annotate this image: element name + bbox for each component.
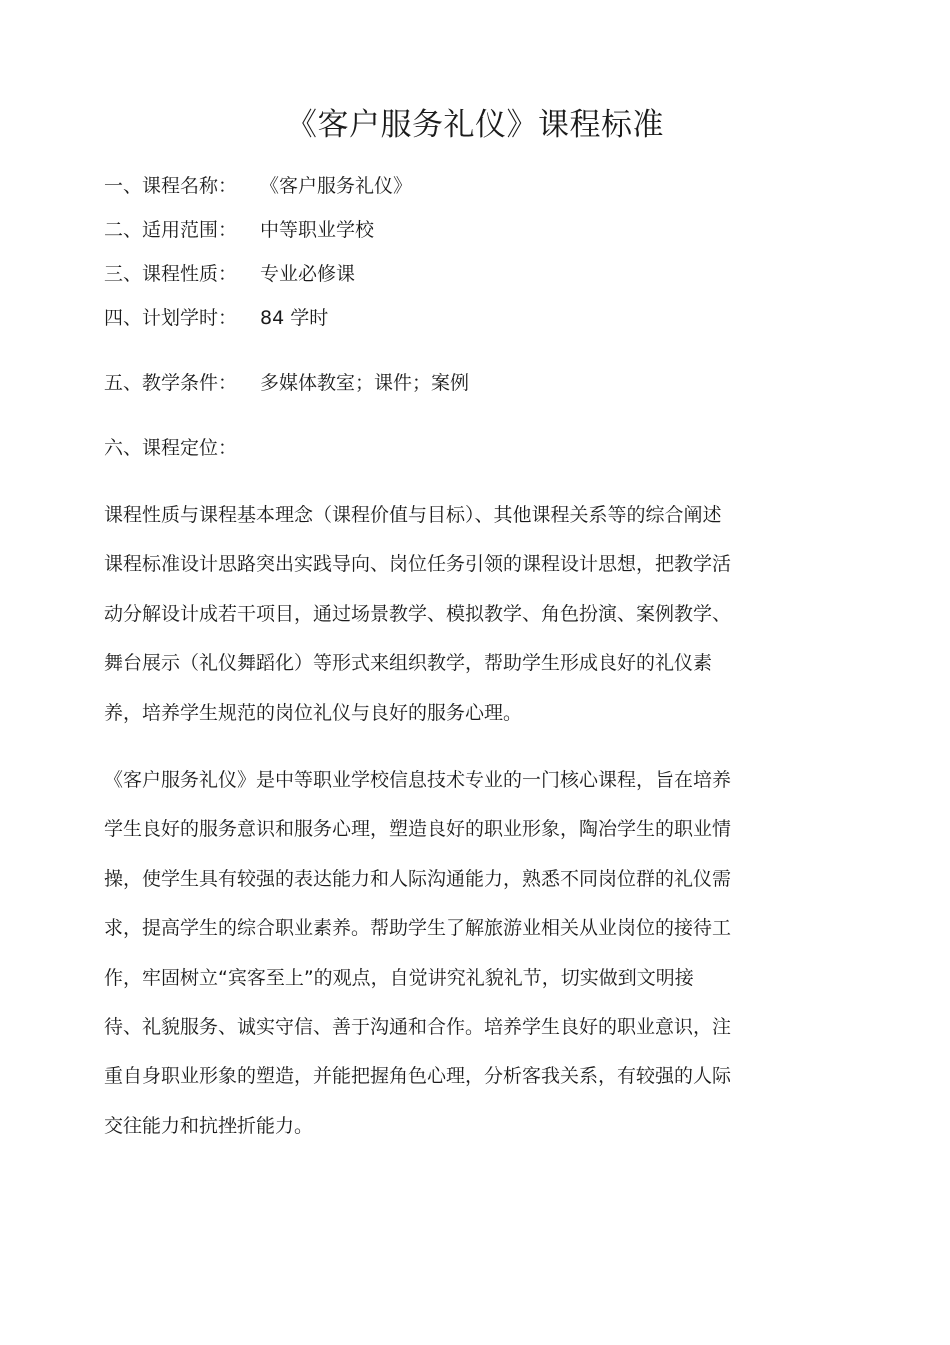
paragraph-line: 《客户服务礼仪》是中等职业学校信息技术专业的一门核心课程，旨在培养 <box>104 769 732 791</box>
paragraph-positioning <box>104 491 804 738</box>
paragraph-line: 课程标准设计思路突出实践导向、岗位任务引领的课程设计思想，把教学活 <box>104 553 732 576</box>
paragraph-line: 学生良好的服务意识和服务心理，塑造良好的职业形象，陶冶学生的职业情 <box>104 818 732 841</box>
field-label: 五、教学条件： <box>104 372 238 394</box>
field-hours <box>104 304 328 332</box>
field-value: 《客户服务礼仪》 <box>260 175 413 197</box>
field-value: 84 学时 <box>260 307 329 329</box>
field-label: 一、课程名称： <box>104 175 238 197</box>
field-value: 多媒体教室；课件；案例 <box>260 372 470 394</box>
paragraph-line: 求，提高学生的综合职业素养。帮助学生了解旅游业相关从业岗位的接待工 <box>104 917 732 940</box>
document-title: 《客户服务礼仪》课程标准 <box>286 107 664 143</box>
paragraph-line: 作，牢固树立“宾客至上”的观点，自觉讲究礼貌礼节，切实做到文明接 <box>104 966 694 989</box>
paragraph-line: 操，使学生具有较强的表达能力和人际沟通能力，熟悉不同岗位群的礼仪需 <box>104 867 732 890</box>
field-scope <box>104 216 374 244</box>
field-value: 中等职业学校 <box>260 219 375 241</box>
field-conditions <box>104 369 469 397</box>
field-value: 专业必修课 <box>260 263 356 285</box>
paragraph-line: 待、礼貌服务、诚实守信、善于沟通和合作。培养学生良好的职业意识，注 <box>104 1016 732 1039</box>
paragraph-line: 舞台展示（礼仪舞蹈化）等形式来组织教学，帮助学生形成良好的礼仪素 <box>104 652 713 675</box>
field-course-name <box>104 172 412 200</box>
paragraph-line: 动分解设计成若干项目，通过场景教学、模拟教学、角色扮演、案例教学、 <box>104 602 732 625</box>
field-label: 六、课程定位： <box>104 437 238 459</box>
paragraph-line: 交往能力和抗挫折能力。 <box>104 1114 314 1137</box>
field-label: 三、课程性质： <box>104 263 238 285</box>
field-nature <box>104 260 355 288</box>
field-label: 四、计划学时： <box>104 307 238 329</box>
field-positioning <box>104 434 260 462</box>
field-label: 二、适用范围： <box>104 219 238 241</box>
paragraph-line: 重自身职业形象的塑造，并能把握角色心理，分析客我关系，有较强的人际 <box>104 1065 732 1088</box>
paragraph-line: 养，培养学生规范的岗位礼仪与良好的服务心理。 <box>104 701 523 724</box>
paragraph-course-description <box>104 756 804 1151</box>
paragraph-line: 课程性质与课程基本理念（课程价值与目标）、其他课程关系等的综合阐述 <box>104 504 722 526</box>
